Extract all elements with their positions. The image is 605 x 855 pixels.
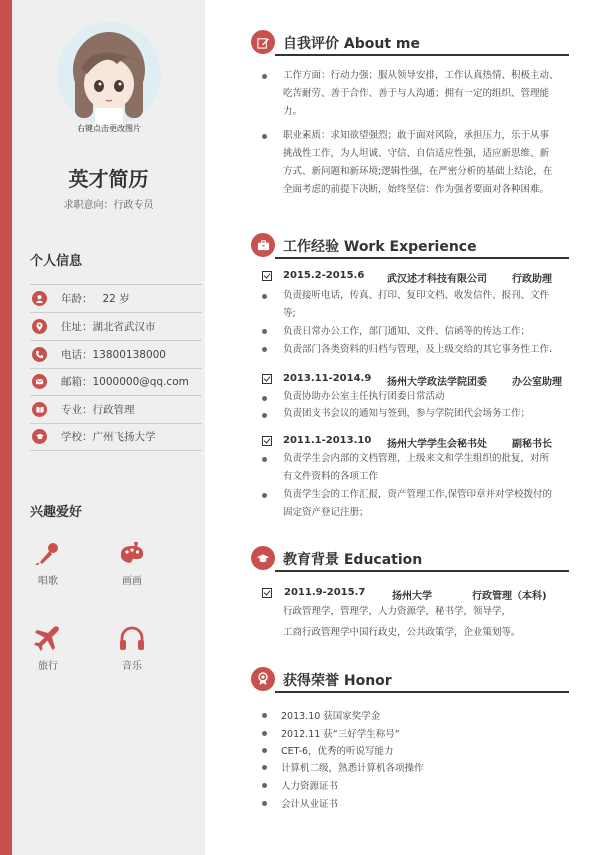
bullet bbox=[262, 329, 267, 334]
duty-line: 负责协助办公室主任执行团委日常活动 bbox=[283, 391, 445, 402]
checkbox-icon bbox=[262, 588, 272, 598]
bullet bbox=[262, 294, 267, 299]
info-value: 22 岁 bbox=[102, 293, 130, 305]
info-row-email bbox=[30, 368, 202, 396]
text-line: 职业素质：求知欲望强烈；敢于面对风险，承担压力，乐于从事 bbox=[283, 130, 550, 141]
hobby-painting bbox=[102, 540, 162, 587]
info-label: 电话： bbox=[61, 349, 93, 361]
info-value: 13800138000 bbox=[92, 348, 166, 361]
palette-icon bbox=[118, 540, 146, 566]
education-courses bbox=[283, 601, 573, 643]
avatar-change-hint[interactable]: 右键点击更改图片 bbox=[77, 124, 141, 133]
edit-icon bbox=[251, 30, 275, 54]
info-value: 广州飞扬大学 bbox=[92, 431, 156, 443]
text-line: 工作方面：行动力强；服从领导安排，工作认真热情、积极主动、 bbox=[283, 70, 559, 81]
personal-info-heading: 个人信息 bbox=[30, 254, 83, 269]
education-section-header bbox=[251, 546, 569, 572]
info-value: 1000000@qq.com bbox=[92, 375, 189, 388]
microphone-icon bbox=[35, 540, 61, 566]
duty-line: 等; bbox=[283, 308, 296, 319]
job-intention: 求职意向：行政专员 bbox=[63, 200, 154, 211]
hobby-label: 音乐 bbox=[122, 661, 142, 672]
hobby-travel bbox=[18, 625, 78, 672]
bullet bbox=[262, 74, 267, 79]
phone-icon bbox=[32, 347, 47, 362]
accent-strip bbox=[0, 0, 12, 855]
about-item-work bbox=[283, 67, 573, 121]
hobbies-heading: 兴趣爱好 bbox=[30, 505, 83, 520]
honor-section-header bbox=[251, 667, 569, 693]
hobby-label: 画画 bbox=[122, 576, 142, 587]
info-label: 住址： bbox=[61, 321, 93, 333]
about-title: 自我评价 About me bbox=[283, 36, 420, 52]
text-line: 行政管理学，管理学，人力资源学，秘书学，领导学， bbox=[283, 606, 512, 617]
info-row-school bbox=[30, 423, 202, 451]
duty-line: 负责学生会内部的文档管理，上级来文和学生组织的批复，对所 bbox=[283, 453, 550, 464]
duty-line: 有文件资料的各项工作 bbox=[283, 471, 379, 482]
avatar[interactable] bbox=[57, 22, 161, 133]
text-line: 全面考虑的前提下决断，始终坚信：作为强者要面对各种困难。 bbox=[283, 184, 550, 195]
text-line: 方式、新问题和新环境;逻辑性强，在严密分析的基础上结论，在 bbox=[283, 166, 553, 177]
honor-title: 获得荣誉 Honor bbox=[283, 673, 392, 689]
honor-item: 2013.10 获国家奖学金 bbox=[281, 711, 381, 722]
duty-line: 负责部门各类资料的归档与管理，及上级交给的其它事务性工作. bbox=[283, 344, 553, 355]
headphones-icon bbox=[118, 625, 146, 651]
section-underline bbox=[275, 570, 569, 572]
section-underline bbox=[275, 691, 569, 693]
info-label: 专业： bbox=[61, 404, 93, 416]
hobby-music bbox=[102, 625, 162, 672]
about-section-header bbox=[251, 30, 569, 56]
book-icon bbox=[32, 402, 47, 417]
duty-line: 负责接听电话，传真、打印、复印文档、收发信件、报刊、文件 bbox=[283, 290, 550, 301]
text-line: 工商行政管理学中国行政史，公共政策学，企业策划等。 bbox=[283, 627, 521, 638]
avatar-illustration bbox=[57, 22, 161, 126]
bullet bbox=[262, 396, 267, 401]
bullet bbox=[262, 457, 267, 462]
bullet bbox=[262, 413, 267, 418]
graduation-cap-icon bbox=[251, 546, 275, 570]
checkbox-icon bbox=[262, 271, 272, 281]
info-row-address bbox=[30, 313, 202, 341]
info-value: 行政管理 bbox=[92, 404, 135, 416]
hobby-singing bbox=[18, 540, 78, 587]
hobby-label: 旅行 bbox=[38, 661, 58, 672]
bullet bbox=[262, 731, 267, 736]
honor-item: 计算机二级，熟悉计算机各项操作 bbox=[281, 763, 424, 774]
checkbox-icon bbox=[262, 436, 272, 446]
job-role: 副秘书长 bbox=[512, 439, 552, 450]
duty-line: 负责学生会的工作汇报，资产管理工作,保管印章并对学校拨付的 bbox=[283, 489, 553, 500]
hobby-label: 唱歌 bbox=[38, 576, 58, 587]
job-org: 扬州大学学生会秘书处 bbox=[387, 439, 487, 450]
job-duties bbox=[283, 287, 573, 359]
text-line: 挑战性工作，为人坦诚、守信、自信适应性强，适应新思维、新 bbox=[283, 148, 550, 159]
info-row-major bbox=[30, 396, 202, 424]
bullet bbox=[262, 765, 267, 770]
resume-title: 英才简历 bbox=[68, 167, 149, 191]
bullet bbox=[262, 493, 267, 498]
info-label: 邮箱： bbox=[61, 376, 93, 388]
job-role: 办公室助理 bbox=[512, 377, 562, 388]
job-date: 2015.2-2015.6 bbox=[283, 270, 365, 281]
age-icon bbox=[32, 291, 47, 306]
about-item-quality bbox=[283, 127, 573, 199]
info-row-age bbox=[30, 285, 202, 313]
work-title: 工作经验 Work Experience bbox=[283, 239, 477, 255]
bullet bbox=[262, 801, 267, 806]
bullet bbox=[262, 783, 267, 788]
job-duties bbox=[283, 450, 573, 522]
work-section-header bbox=[251, 233, 569, 259]
location-icon bbox=[32, 319, 47, 334]
honor-item: CET-6，优秀的听说写能力 bbox=[281, 746, 394, 757]
job-org: 武汉述才科技有限公司 bbox=[387, 274, 487, 285]
bullet bbox=[262, 134, 267, 139]
job-org: 扬州大学政法学院团委 bbox=[387, 377, 487, 388]
honor-item: 2012.11 获“三好学生称号” bbox=[281, 729, 400, 740]
bullet bbox=[262, 347, 267, 352]
section-underline bbox=[275, 257, 569, 259]
text-line: 吃苦耐劳、善于合作、善于与人沟通；拥有一定的组织、管理能 bbox=[283, 88, 550, 99]
info-label: 学校： bbox=[61, 431, 93, 443]
section-underline bbox=[275, 54, 569, 56]
info-row-phone bbox=[30, 341, 202, 369]
airplane-icon bbox=[34, 625, 62, 651]
honor-item: 会计从业证书 bbox=[281, 799, 339, 810]
education-major: 行政管理（本科) bbox=[472, 591, 547, 602]
bullet bbox=[262, 748, 267, 753]
job-role: 行政助理 bbox=[512, 274, 552, 285]
duty-line: 负责日常办公工作，部门通知、文件、信函等的传达工作； bbox=[283, 326, 531, 337]
email-icon bbox=[32, 374, 47, 389]
text-line: 力。 bbox=[283, 106, 303, 117]
info-label: 年龄： bbox=[61, 293, 93, 305]
honor-item: 人力资源证书 bbox=[281, 781, 339, 792]
job-date: 2013.11-2014.9 bbox=[283, 373, 372, 384]
medal-icon bbox=[251, 667, 275, 691]
graduation-cap-icon bbox=[32, 429, 47, 444]
duty-line: 负责团支书会议的通知与签到，参与学院团代会场务工作； bbox=[283, 408, 531, 419]
education-date: 2011.9-2015.7 bbox=[284, 587, 366, 598]
education-title: 教育背景 Education bbox=[283, 552, 423, 568]
checkbox-icon bbox=[262, 374, 272, 384]
bullet bbox=[262, 713, 267, 718]
info-value: 湖北省武汉市 bbox=[92, 321, 156, 333]
briefcase-icon bbox=[251, 233, 275, 257]
job-date: 2011.1-2013.10 bbox=[283, 435, 372, 446]
duty-line: 固定资产登记注册； bbox=[283, 507, 369, 518]
education-school: 扬州大学 bbox=[392, 591, 432, 602]
job-duties bbox=[283, 388, 573, 422]
